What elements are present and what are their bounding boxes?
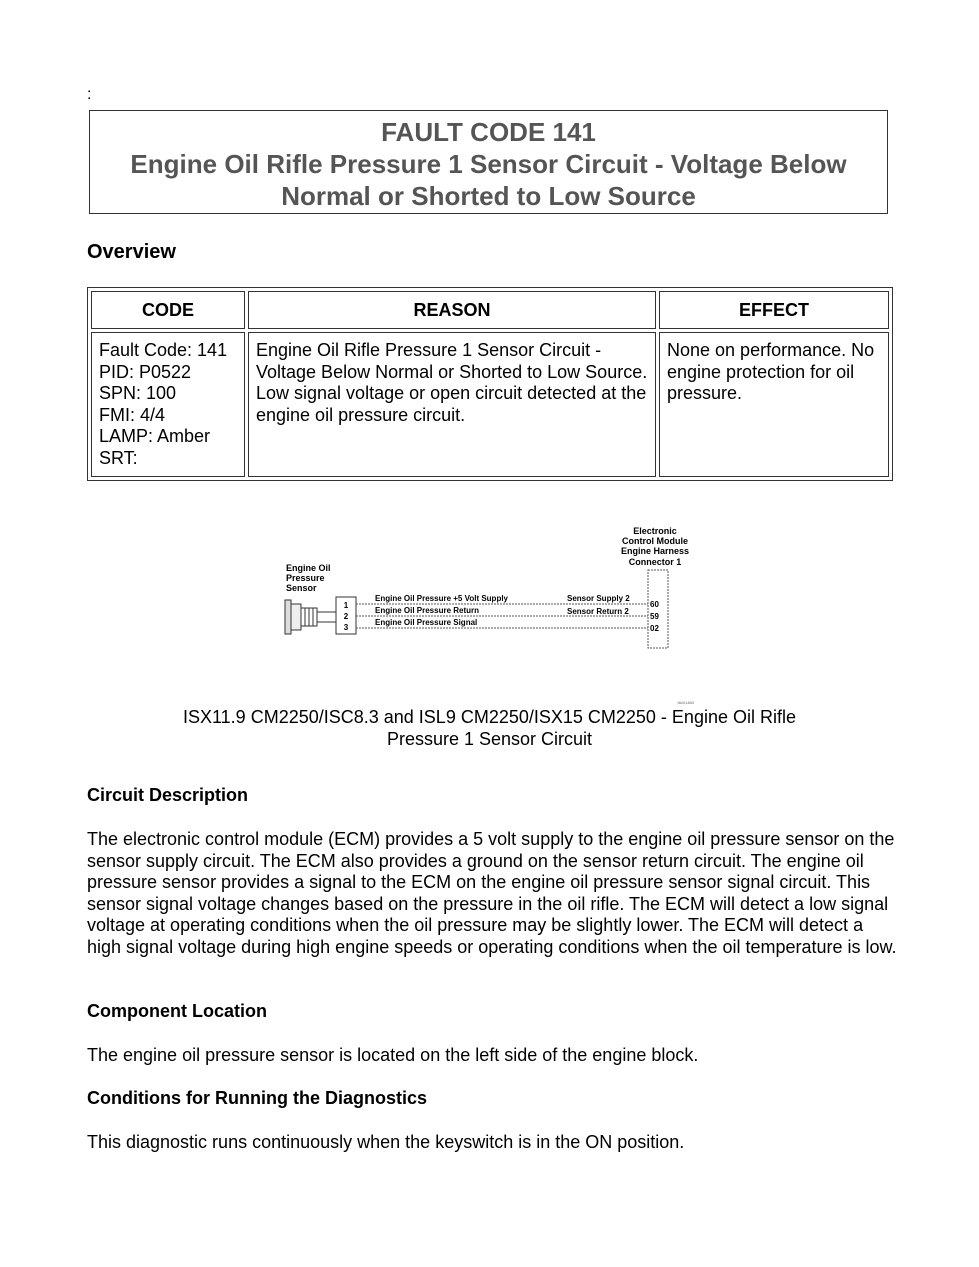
circuit-diagram — [270, 520, 710, 705]
effect-cell: None on performance. No engine protection for oil pressure. — [659, 332, 889, 477]
code-line: PID: P0522 — [99, 361, 192, 382]
ecm-label-line: Engine Harness — [620, 546, 690, 556]
conditions-heading: Conditions for Running the Diagnostics — [87, 1088, 427, 1108]
fault-title-box — [89, 110, 888, 214]
header-code: CODE — [91, 291, 245, 329]
circuit-description-heading: Circuit Description — [87, 785, 249, 805]
figure-id: t8c01484 — [677, 700, 694, 705]
fault-description-line1: Engine Oil Rifle Pressure 1 Sensor Circuit - Voltage Below — [130, 149, 847, 179]
ecm-pin-label: 59 — [650, 612, 659, 621]
sensor-icon — [285, 600, 336, 634]
component-location-text: The engine oil pressure sensor is located on the left side of the engine block. — [87, 1045, 699, 1065]
component-location-heading: Component Location — [87, 1001, 267, 1021]
ecm-connector — [648, 570, 668, 648]
ecm-pin-label: 02 — [650, 624, 659, 633]
header-reason: REASON — [248, 291, 656, 329]
caption-line: Pressure 1 Sensor Circuit — [386, 729, 593, 749]
overview-table — [87, 287, 893, 481]
sensor-label-line: Engine Oil — [286, 563, 331, 573]
code-cell — [91, 332, 245, 477]
wire-label: Engine Oil Pressure Return — [375, 606, 480, 615]
fault-code-title: FAULT CODE 141 — [381, 117, 596, 147]
fault-description-line2: Normal or Shorted to Low Source — [281, 181, 696, 211]
code-line: LAMP: Amber — [99, 426, 211, 446]
wire-label: Engine Oil Pressure Signal — [375, 618, 478, 627]
header-effect: EFFECT — [659, 291, 889, 329]
code-line: Fault Code: 141 — [99, 340, 228, 360]
sensor-pin-label: 1 — [343, 601, 349, 610]
code-line: SRT: — [99, 447, 138, 468]
wire-label: Engine Oil Pressure +5 Volt Supply — [375, 594, 508, 603]
code-line: FMI: 4/4 — [99, 404, 166, 425]
sensor-label-line: Sensor — [286, 583, 317, 593]
table-row — [91, 332, 889, 477]
ecm-pin-label: 60 — [650, 600, 659, 609]
caption-line: ISX11.9 CM2250/ISC8.3 and ISL9 CM2250/ISX15 CM2250 - Engine Oil Rifle — [182, 707, 796, 727]
circuit-description-text: The electronic control module (ECM) provides a 5 volt supply to the engine oil pressure sensor on the sensor supply circuit. The ECM also provides a ground on the sensor return circuit. The engine oil pressure sensor provides a signal to the ECM on the engine oil pressure sensor signal circuit. This sensor signal voltage changes based on the pressure in the oil rifle. The ECM will detect a low signal voltage at operating conditions when the oil pressure may be slightly lower. The ECM will detect a high signal voltage during high engine speeds or operating conditions when the oil temperature is low. — [87, 829, 897, 957]
code-line: SPN: 100 — [99, 383, 177, 403]
ecm-label-line: Control Module — [622, 536, 688, 546]
sensor-label-line: Pressure — [286, 573, 325, 583]
sensor-pin-label: 2 — [343, 612, 349, 621]
ecm-side-label: Sensor Supply 2 — [567, 594, 630, 603]
ecm-side-label: Sensor Return 2 — [567, 607, 629, 616]
page-marker: : — [87, 86, 92, 103]
table-header-row — [91, 291, 889, 329]
figure-caption — [100, 706, 879, 750]
ecm-label-line: Connector 1 — [628, 557, 682, 567]
ecm-label-line: Electronic — [633, 526, 677, 536]
conditions-text: This diagnostic runs continuously when the keyswitch is in the ON position. — [87, 1132, 685, 1152]
sensor-pin-label: 3 — [343, 623, 349, 632]
reason-cell: Engine Oil Rifle Pressure 1 Sensor Circuit - Voltage Below Normal or Shorted to Low Source. Low signal voltage or open circuit detected at the engine oil pressure circuit. — [248, 332, 656, 477]
overview-heading: Overview — [87, 241, 176, 263]
